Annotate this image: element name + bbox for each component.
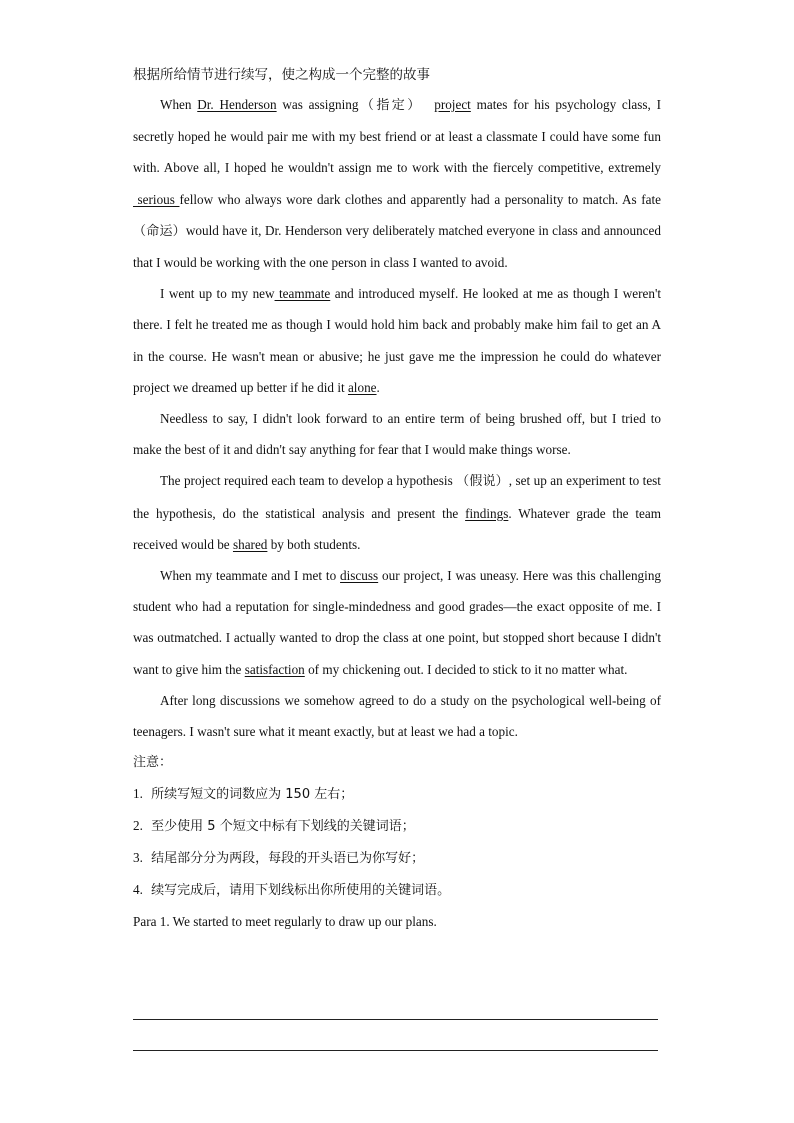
text: The project required each team to develop a hypothesis [160,473,457,489]
passage-paragraph-1 [133,89,661,278]
passage-paragraph-6 [133,685,661,747]
text: When [160,97,198,112]
note-number: 2. [133,818,143,834]
keyword-project: project [434,97,471,112]
text: our project, I was uneasy. Here was this challenging student who had a reputation for single-mindedness and good grades—the exact opposite of me. I was outmatched. I actually wanted to drop the class at one point, but stopped short because I didn't want to give him the [133,568,662,677]
note-number: 3. [133,850,143,866]
text: After long discussions we somehow agreed to do a study on the psychological well-being of teenagers. I wasn't sure what it meant exactly, but at least we had a topic. [133,692,661,740]
text: Needless to say, I didn't look forward to an entire term of being brushed off, but I tried to make the best of it and didn't say anything for fear that I would make things worse. [133,411,661,458]
text: and introduced myself. He looked at me as though I weren't there. I felt he treated me as though I would hold him back and probably make him fail to get an A in the course. He wasn't mean or abusive; he just gave me the impression he could do whatever project we dreamed up better if he did it [133,286,661,395]
keyword-satisfaction: satisfaction [244,661,305,677]
text: fellow who always wore dark clothes and apparently had a personality to match. As fate [179,191,661,207]
text: . Whatever grade the team received would be [133,505,661,552]
note-number: 1. [133,786,143,802]
text: mates for his psychology class, I secretly hoped he would pair me with my best friend or at least a classmate I could have some fun with. Above all, I hoped he wouldn't assign me to work with the fiercely competitive, extremely [133,97,661,176]
gloss: （指定） [358,98,423,113]
note-text: 所续写短文的词数应为 150 左右； [151,787,354,803]
note-item [133,778,661,810]
passage-paragraph-4 [133,465,661,560]
text: I went up to my new [160,286,275,302]
keyword-alone: alone [347,379,377,395]
note-item [133,810,661,842]
passage-paragraph-5 [133,560,661,685]
document-page [133,62,661,937]
note-text: 至少使用 5 个短文中标有下划线的关键词语； [151,819,415,835]
note-item [133,842,661,874]
text: was assigning [276,97,359,112]
note-number: 4. [133,882,143,898]
keyword-teammate: teammate [274,286,331,302]
passage-paragraph-3 [133,403,661,465]
note-text: 续写完成后，请用下划线标出你所使用的关键词语。 [151,883,451,899]
note-text: 结尾部分分为两段，每段的开头语已为你写好； [151,851,425,867]
passage-paragraph-2 [133,278,661,403]
answer-line-2[interactable] [133,1050,658,1051]
answer-line-1[interactable] [133,1019,658,1020]
note-item [133,874,661,906]
keyword-findings: findings [465,505,509,521]
text [423,97,435,112]
keyword-dr-henderson: Dr. Henderson [197,97,277,112]
text: would have it, Dr. Henderson very deliberately matched everyone in class and announced that I would be working with the one person in class I wanted to avoid. [133,222,661,271]
text: . [376,379,380,395]
para1-prompt: Para 1. We started to meet regularly to draw up our plans. [133,914,437,930]
keyword-discuss: discuss [340,568,379,584]
text: by both students. [267,536,361,552]
instruction-title: 根据所给情节进行续写，使之构成一个完整的故事 [133,67,430,83]
text: of my chickening out. I decided to stick to it no matter what. [304,661,628,677]
text: When my teammate and I met to [160,568,341,584]
keyword-shared: shared [232,536,268,552]
gloss: （命运） [133,223,186,239]
keyword-serious: serious [133,191,180,207]
text: , set up an experiment to test the hypothesis, do the statistical analysis and present the [133,473,661,521]
gloss: （假说） [456,474,509,490]
notes-heading: 注意： [133,755,173,771]
